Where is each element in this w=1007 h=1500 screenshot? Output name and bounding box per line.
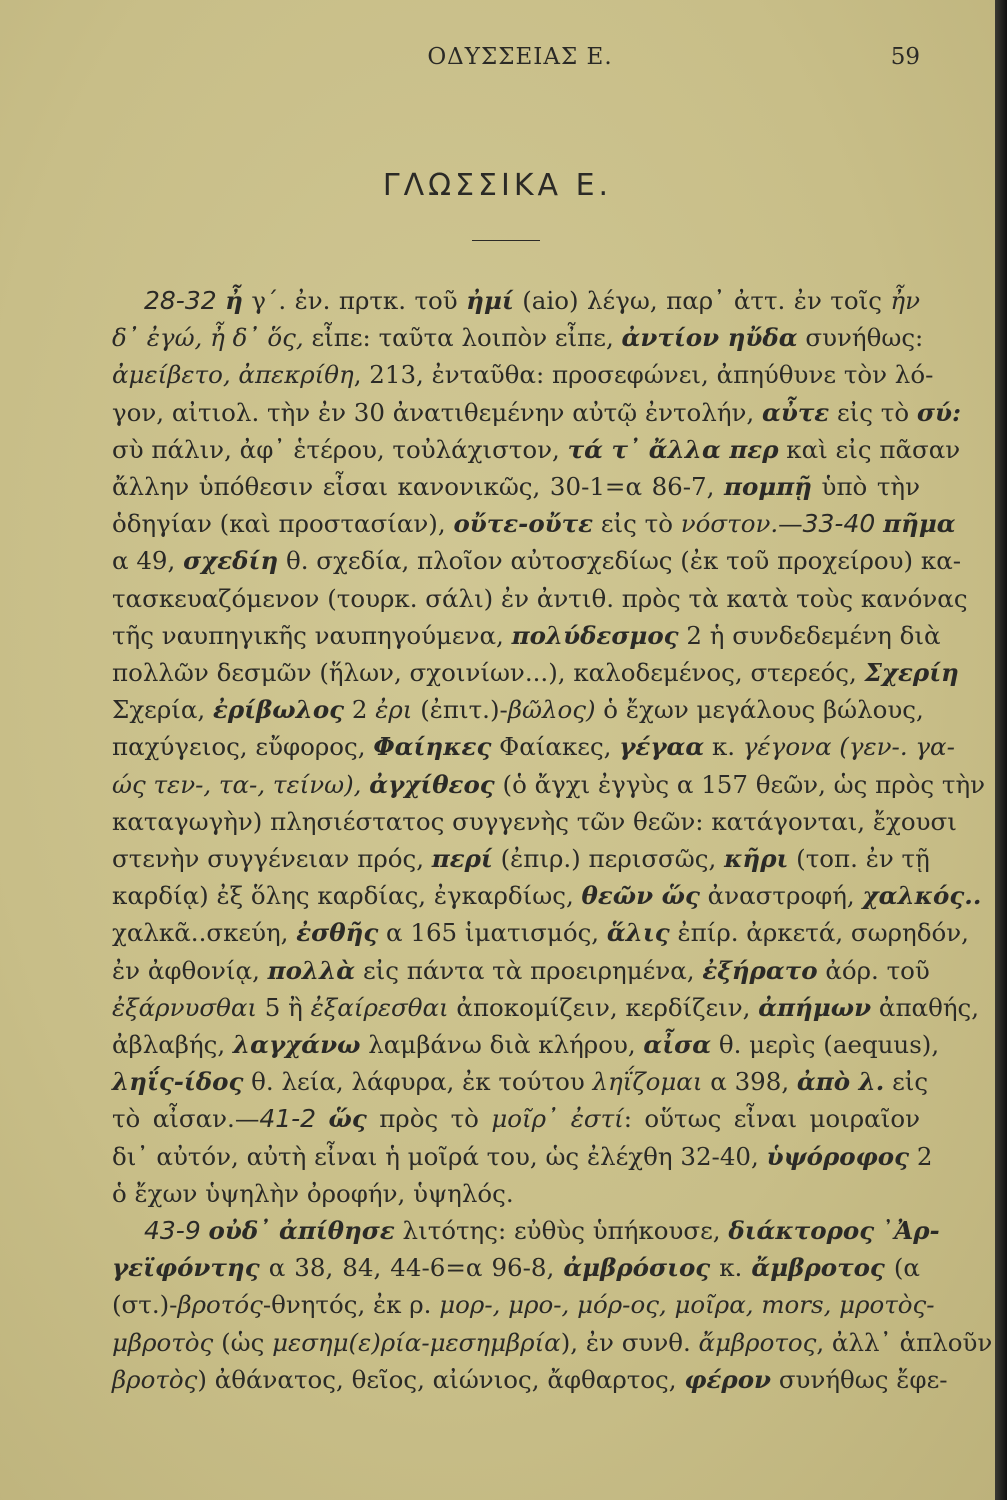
- lemma-term: ἀπὸ λ.: [796, 1067, 885, 1097]
- text-segment: ὁδηγίαν (καὶ προστασίαν),: [112, 509, 454, 539]
- text-line: [112, 1100, 920, 1137]
- text-segment: εἰς: [884, 1067, 929, 1097]
- italic-text: μβροτὸς: [112, 1327, 214, 1357]
- text-segment: 5 ἢ: [257, 992, 311, 1022]
- paragraph: [112, 1212, 993, 1398]
- text-segment: ἄλλην ὑπόθεσιν εἶσαι κανονικῶς, 30-1=α 86-7,: [112, 472, 725, 502]
- lemma-term: ληΐς-ίδος: [112, 1067, 244, 1097]
- lemma-term: λαγχάνω: [232, 1030, 361, 1060]
- text-segment: πολλῶν δεσμῶν (ἥλων, σχοινίων...), καλοδεμένος, στερεός,: [112, 658, 865, 688]
- text-segment: ᾿: [874, 1216, 895, 1246]
- lemma-term: περί: [431, 844, 493, 874]
- lemma-term: ἦ: [225, 286, 243, 315]
- text-line: [112, 803, 957, 840]
- text-segment: ἀβλαβής,: [112, 1030, 233, 1060]
- italic-text: ἦν: [890, 286, 920, 315]
- lemma-term: Ἀρ-: [894, 1216, 940, 1246]
- text-line: [112, 766, 986, 803]
- lemma-term: Σχερίη: [864, 658, 959, 688]
- italic-text: μοῖρ᾽ ἐστί: [491, 1104, 624, 1134]
- italic-text: ἐξαίρεσθαι: [310, 992, 449, 1022]
- text-segment: καταγωγὴν) πλησιέστατος συγγενὴς τῶν θεῶν: κατάγονται, ἔχουσι: [112, 806, 957, 836]
- italic-text: δ᾽ ἐγώ, ἦ δ᾽ ὅς,: [112, 323, 304, 353]
- text-segment: τῆς ναυπηγικῆς ναυπηγούμενα,: [112, 620, 512, 650]
- lemma-term: Φαίηκες: [373, 732, 492, 762]
- line-reference: 41-2: [259, 1104, 317, 1134]
- text-line: [112, 1249, 920, 1286]
- italic-text: μεσημ(ε)ρία-μεσημβρία: [272, 1327, 561, 1357]
- text-segment: Σχερία,: [112, 695, 213, 725]
- text-segment: παχύγειος, εὔφορος,: [112, 732, 374, 762]
- lemma-term: θεῶν ὥς: [581, 881, 700, 911]
- title-divider: [472, 240, 540, 241]
- text-segment: θ. μερὶς (aequus),: [711, 1030, 940, 1060]
- text-segment: στενὴν συγγένειαν πρός,: [112, 844, 432, 874]
- text-line: [112, 356, 934, 393]
- lemma-term: ἀγχίθεος: [369, 769, 495, 799]
- text-line: [112, 617, 941, 654]
- text-segment: θ. σχεδία, πλοῖον αὐτοσχεδίως (ἐκ τοῦ προχείρου) κα-: [278, 546, 962, 576]
- text-segment: (ὁ ἄγχι ἐγγὺς α 157 θεῶν, ὡς πρὸς τὴν: [494, 769, 986, 799]
- text-line: [112, 1212, 940, 1249]
- text-segment: (τοπ. ἐν τῇ: [788, 844, 930, 874]
- italic-text: βῶλος): [507, 695, 596, 725]
- lemma-term: ὥς: [328, 1104, 367, 1134]
- text-segment: 2 ἡ συνδεδεμένη διὰ: [678, 620, 941, 650]
- text-line: [112, 468, 920, 505]
- text-segment: α 398,: [702, 1067, 797, 1097]
- text-segment: καὶ εἰς πᾶσαν: [778, 434, 961, 464]
- text-segment: εἰς πάντα τὰ προειρημένα,: [355, 955, 703, 985]
- italic-text: ἄμβροτος: [698, 1327, 817, 1357]
- lemma-term: κῆρι: [724, 844, 789, 874]
- lemma-term: πολλὰ: [267, 955, 356, 985]
- text-segment: α 49,: [112, 546, 184, 576]
- text-line: [112, 1324, 993, 1361]
- text-segment: α 38, 84, 44-6=α 96-8,: [259, 1253, 564, 1283]
- lemma-term: οὔτε-οὔτε: [453, 509, 594, 539]
- text-segment: 2: [909, 1141, 933, 1171]
- text-segment: [875, 509, 883, 538]
- text-segment: (ἐπιτ.)-: [412, 695, 508, 725]
- text-segment: -θνητός, ἐκ ρ.: [262, 1290, 440, 1320]
- text-line: [112, 1063, 929, 1100]
- paragraph: [112, 282, 986, 1212]
- text-line: [112, 319, 924, 356]
- lemma-term: σχεδίη: [183, 546, 279, 576]
- text-line: [112, 654, 959, 691]
- text-line: [112, 282, 920, 319]
- text-segment: ἀναστροφή,: [699, 881, 863, 911]
- text-segment: ἐπίρ. ἀρκετά, σωρηδόν,: [669, 918, 969, 948]
- text-line: [112, 914, 969, 951]
- lemma-term: αὖτε: [761, 397, 830, 427]
- text-line: [112, 1138, 933, 1175]
- section-title: ΓΛΩΣΣΙΚΑ Ε.: [382, 168, 613, 203]
- body-text: [112, 282, 993, 1398]
- lemma-term: ἀντίον ηὔδα: [621, 323, 798, 353]
- text-segment: ἀόρ. τοῦ: [817, 955, 930, 985]
- lemma-term: ἐρίβωλος: [213, 695, 345, 725]
- lemma-term: σύ:: [916, 397, 962, 427]
- italic-text: ἀμείβετο, ἀπεκρίθη: [112, 360, 354, 390]
- text-line: [112, 431, 961, 468]
- text-segment: ἐν ἀφθονίᾳ,: [112, 955, 268, 985]
- text-segment: (aio) λέγω, παρ᾽ ἀττ. ἐν τοῖς: [513, 286, 891, 315]
- lemma-term: ἐσθῆς: [296, 918, 379, 948]
- text-segment: ὑπὸ τὴν: [811, 472, 921, 502]
- text-segment: : οὕτως εἶναι μοιραῖον: [623, 1104, 920, 1134]
- text-line: [112, 542, 962, 579]
- text-line: [112, 1026, 940, 1063]
- page-header: [120, 40, 920, 80]
- text-line: [112, 840, 930, 877]
- lemma-term: ὑψόροφος: [766, 1141, 910, 1171]
- lemma-term: χαλκός..: [862, 881, 982, 911]
- text-segment: 2: [344, 695, 376, 725]
- italic-text: ἐρι: [375, 695, 413, 725]
- text-segment: κ.: [710, 1253, 752, 1283]
- text-segment: εἶπε: ταῦτα λοιπὸν εἶπε,: [303, 323, 622, 353]
- text-segment: τὸ αἶσαν.: [112, 1104, 235, 1134]
- italic-text: γέγονα (γεν-. γα-: [742, 732, 955, 762]
- text-line: [112, 1361, 948, 1398]
- text-segment: σὺ πάλιν, ἀφ᾽ ἑτέρου, τοὐλάχιστον,: [112, 434, 568, 464]
- text-segment: ), ἐν συνθ.: [560, 1327, 699, 1357]
- running-title: ΟΔΥΣΣΕΙΑΣ Ε.: [427, 44, 613, 70]
- lemma-term: ἀμβρόσιος: [563, 1253, 711, 1283]
- lemma-term: γέγαα: [619, 732, 705, 762]
- text-segment: (στ.)-: [112, 1290, 178, 1320]
- text-segment: κ.: [704, 732, 743, 762]
- text-line: [112, 1286, 935, 1323]
- text-segment: —: [234, 1104, 260, 1134]
- text-segment: ὁ ἔχων ὑψηλὴν ὀροφήν, ὑψηλός.: [112, 1178, 514, 1208]
- text-line: [112, 1175, 920, 1212]
- lemma-term: ἀπήμων: [758, 992, 872, 1022]
- text-segment: ) ἀθάνατος, θεῖος, αἰώνιος, ἄφθαρτος,: [197, 1364, 685, 1394]
- lemma-term: πομπῇ: [724, 472, 812, 502]
- italic-text: βροτὸς: [112, 1364, 198, 1394]
- italic-text: βροτός: [177, 1290, 263, 1320]
- line-reference: 43-9: [144, 1216, 201, 1246]
- italic-text: ληΐζομαι: [592, 1067, 703, 1097]
- text-segment: καρδίᾳ) ἐξ ὅλης καρδίας, ἐγκαρδίως,: [112, 881, 582, 911]
- text-segment: α 165 ἱματισμός,: [378, 918, 607, 948]
- text-segment: (ὡς: [213, 1327, 273, 1357]
- italic-text: ἐξάρνυσθαι: [112, 992, 258, 1022]
- text-segment: ἀποκομίζειν, κερδίζειν,: [448, 992, 759, 1022]
- lemma-term: τά τ᾽ ἄλλα περ: [567, 434, 779, 464]
- text-line: [112, 691, 924, 728]
- text-segment: εἰς τὸ: [593, 509, 681, 539]
- text-segment: , 213, ἐνταῦθα: προσεφώνει, ἀπηύθυνε τὸν λό-: [353, 360, 934, 390]
- book-spine-edge: [995, 0, 1007, 1500]
- lemma-term: ἠμί: [466, 286, 514, 315]
- text-segment: λιτότης: εὐθὺς ὑπήκουσε,: [394, 1216, 729, 1246]
- italic-text: ώς τεν-, τα-, τείνω),: [112, 769, 362, 799]
- lemma-term: διάκτορος: [728, 1216, 875, 1246]
- lemma-term: αἶσα: [643, 1030, 712, 1060]
- text-segment: (ἐπιρ.) περισσῶς,: [492, 844, 725, 874]
- lemma-term: ἄμβροτος: [751, 1253, 885, 1283]
- text-segment: λαμβάνω διὰ κλήρου,: [360, 1030, 644, 1060]
- italic-text: νόστον.: [680, 509, 779, 539]
- text-segment: [316, 1104, 328, 1133]
- text-line: [112, 394, 962, 431]
- text-line: [112, 728, 955, 765]
- lemma-term: γεϊφόντης: [112, 1253, 260, 1283]
- text-line: [112, 989, 980, 1026]
- text-line: [112, 505, 956, 542]
- text-line: [112, 952, 930, 989]
- italic-text: μορ-, μρο-, μόρ-ος, μοῖρα, mors, μροτὸς-: [439, 1290, 935, 1320]
- lemma-term: πολύδεσμος: [511, 620, 679, 650]
- text-segment: δι᾽ αὐτόν, αὐτὴ εἶναι ἡ μοῖρά του, ὡς ἐλέχθη 32-40,: [112, 1141, 767, 1171]
- text-segment: πρὸς τὸ: [366, 1104, 492, 1134]
- lemma-term: ἅλις: [606, 918, 670, 948]
- text-segment: τασκευαζόμενον (τουρκ. σάλι) ἐν ἀντιθ. πρὸς τὰ κατὰ τοὺς κανόνας: [112, 583, 968, 613]
- text-segment: χαλκᾶ..σκεύη,: [112, 918, 297, 948]
- line-reference: 33-40: [802, 509, 876, 539]
- text-segment: [201, 1216, 209, 1245]
- lemma-term: ἐξήρατο: [702, 955, 818, 985]
- lemma-term: οὐδ᾽ ἀπίθησε: [208, 1216, 395, 1246]
- lemma-term: φέρον: [684, 1364, 772, 1394]
- text-segment: συνήθως ἔφε-: [771, 1364, 948, 1394]
- page-number: 59: [890, 44, 920, 70]
- text-segment: γ΄. ἐν. πρτκ. τοῦ: [242, 286, 467, 315]
- line-reference: 28-32: [144, 286, 217, 315]
- text-line: [112, 877, 982, 914]
- text-segment: —: [778, 509, 803, 539]
- text-segment: ὁ ἔχων μεγάλους βώλους,: [595, 695, 924, 725]
- text-line: [112, 580, 968, 617]
- text-segment: , ἀλλ᾽ ἁπλοῦν: [816, 1327, 993, 1357]
- text-segment: [217, 286, 225, 315]
- text-segment: θ. λεία, λάφυρα, ἐκ τούτου: [243, 1067, 593, 1097]
- text-segment: γον, αἰτιολ. τὴν ἐν 30 ἀνατιθεμένην αὐτῷ ἐντολήν,: [112, 397, 762, 427]
- text-segment: Φαίακες,: [491, 732, 620, 762]
- text-segment: εἰς τὸ: [829, 397, 917, 427]
- text-segment: ἀπαθής,: [871, 992, 980, 1022]
- text-segment: συνήθως:: [797, 323, 924, 353]
- text-segment: (α: [884, 1253, 920, 1283]
- lemma-term: πῆμα: [883, 509, 956, 539]
